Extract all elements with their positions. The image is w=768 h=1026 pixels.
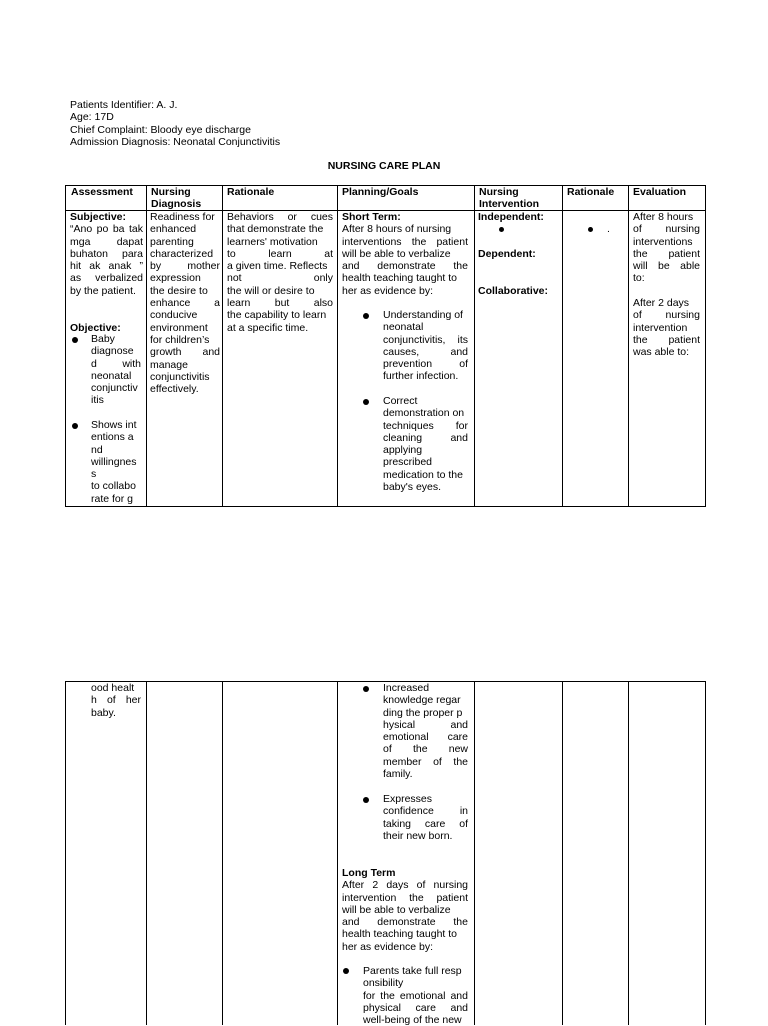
chief-complaint: Chief Complaint: Bloody eye discharge [70,123,251,136]
bullet-icon [588,227,593,232]
column-evaluation [628,682,706,1025]
dependent-label: Dependent: [478,248,536,260]
subjective-line: “Ano po ba tak [70,223,143,236]
column-rationale-2 [562,682,629,1025]
column-rationale [222,682,338,1025]
subjective-line: hit ak anak ” [70,260,143,273]
bullet-icon [499,227,504,232]
objective-label: Objective: [70,321,121,334]
planning-bullet-1: Understanding of neonatal conjunctivitis, its causes, and prevention of further infection. [383,309,468,383]
admission-diagnosis: Admission Diagnosis: Neonatal Conjunctivitis [70,135,281,148]
header-evaluation: Evaluation [633,186,687,198]
rationale-cell: Behaviors or cues that demonstrate the learners' motivation to learn at a given time. Reflects not only the will or desire to learn but also the capability to learn at a specific time. [227,211,333,334]
header-rationale: Rationale [227,186,275,198]
column-intervention [474,682,563,1025]
header-rationale-2: Rationale [567,186,615,198]
assessment-cell [70,211,143,334]
objective-bullet-2: Shows int entions a nd willingnes s to collabo rate for g [91,419,137,505]
bullet-icon [72,337,78,343]
rationale-2-text: . [607,223,610,235]
planning-long-term: Long Term After 2 days of nursing intervention the patient will be able to verbalize and demonstrate the health teaching taught to her as evidence by: [342,867,468,953]
evaluation-cell: After 8 hours of nursing interventions the patient will be able to: After 2 days of nursing intervention the patient was able to: [633,211,700,359]
bullet-icon [363,797,369,803]
long-term-label: Long Term [342,867,396,879]
subjective-line: by the patient. [70,284,136,297]
planning-bullet-3: Increased knowledge regar ding the proper p hysical and emotional care of the new member of the family. [383,682,468,781]
column-assessment [66,682,147,1025]
subjective-label: Subjective: [70,211,127,223]
column-diagnosis [146,682,223,1025]
planning-short-term: Short Term: After 8 hours of nursing interventions the patient will be able to verbalize and demonstrate the health teaching taught to her as evidence by: [342,211,468,297]
patient-info [70,99,280,148]
objective-bullet-1: Baby diagnose d with neonatal conjunctiv itis [91,333,141,407]
planning-bullet-5: Parents take full resp onsibility for the emotional and physical care and well-being of the new [363,965,468,1026]
bullet-icon [363,686,369,692]
subjective-line: buhaton para [70,247,143,260]
header-nursing-diagnosis: Nursing Diagnosis [151,186,202,211]
bullet-icon [363,313,369,319]
header-nursing-intervention: Nursing Intervention [479,186,540,211]
header-planning-goals: Planning/Goals [342,186,419,198]
care-plan-table-page-1 [65,185,706,507]
bullet-icon [343,968,349,974]
column-rationale-2 [562,186,629,506]
care-plan-table-page-2 [65,681,706,1025]
planning-bullet-4: Expresses confidence in taking care of their new born. [383,793,468,842]
patient-identifier: Patients Identifier: A. J. [70,99,178,111]
collaborative-label: Collaborative: [478,285,549,297]
subjective-line: as verbalized [70,272,143,285]
bullet-icon [72,423,78,429]
header-assessment: Assessment [71,186,133,198]
column-intervention [474,186,563,506]
objective-bullet-2-continued: ood healt h of her baby. [91,682,141,719]
short-term-label: Short Term: [342,211,401,223]
planning-bullet-2: Correct demonstration on techniques for cleaning and applying prescribed medication to the baby's eyes. [383,395,468,494]
independent-label: Independent: [478,211,544,223]
document-title: NURSING CARE PLAN [327,160,441,172]
nursing-diagnosis-cell: Readiness for enhanced parenting characterized by mother expression the desire to enhance a conducive environment for children’s growth and manage conjunctivitis effectively. [150,211,220,396]
subjective-line: mga dapat [70,235,143,248]
patient-age: Age: 17D [70,111,114,124]
bullet-icon [363,399,369,405]
